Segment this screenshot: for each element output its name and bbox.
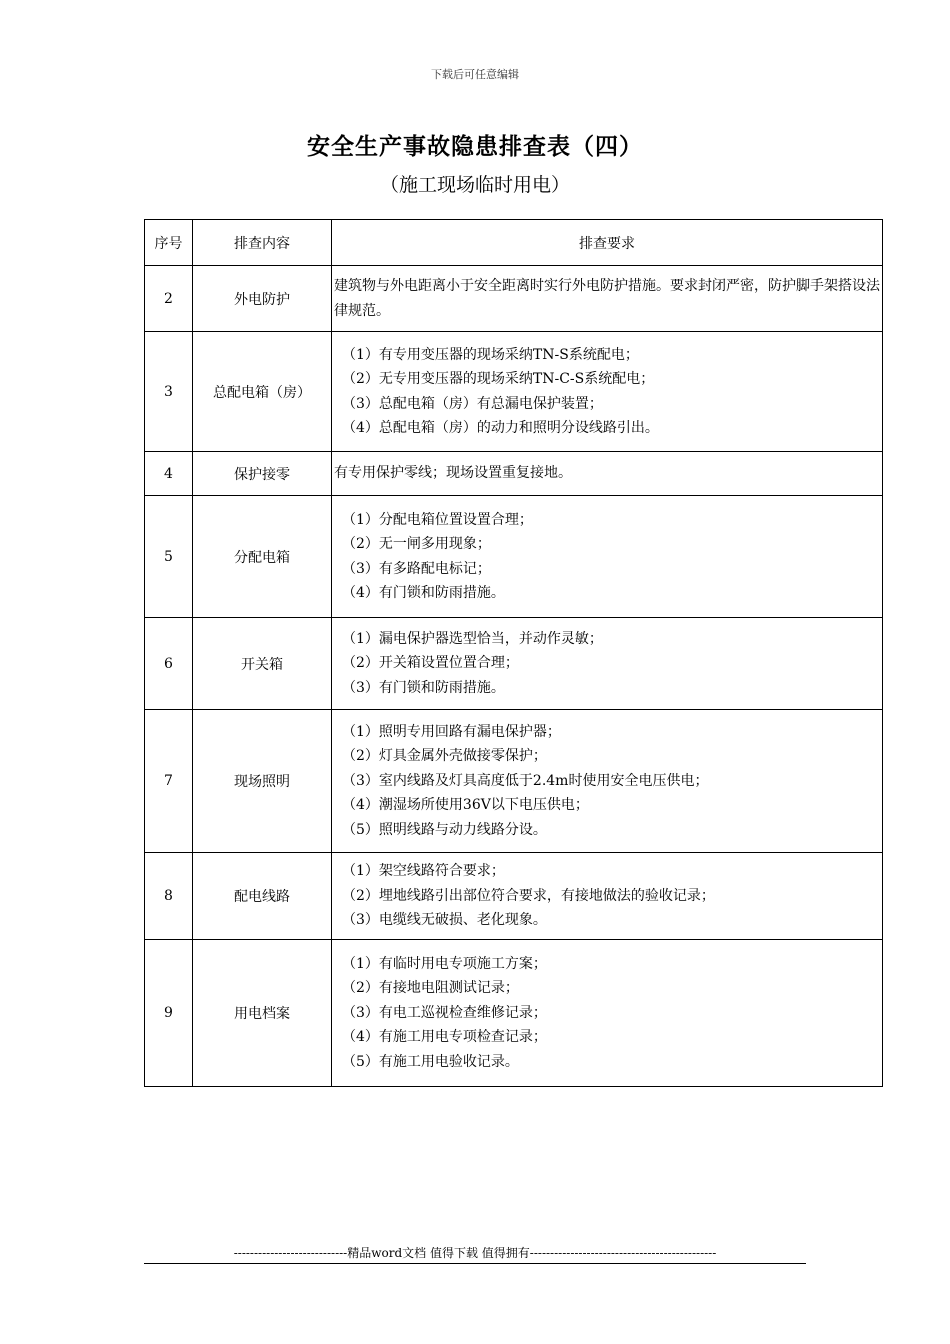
requirement-line: （2）无一闸多用现象； <box>342 536 491 552</box>
row-number: 4 <box>145 452 193 496</box>
table-row <box>145 332 883 452</box>
requirement-line: （3）电缆线无破损、老化现象。 <box>342 912 547 929</box>
inspection-table <box>144 219 883 1087</box>
requirement-line: （5）有施工用电验收记录。 <box>342 1053 519 1070</box>
check-requirements <box>332 266 883 332</box>
check-item: 保护接零 <box>193 452 332 496</box>
check-requirements <box>332 452 883 496</box>
requirement-line: （1）照明专用回路有漏电保护器； <box>342 723 561 740</box>
requirement-line: （4）有门锁和防雨措施。 <box>342 585 505 601</box>
table-header-row <box>145 220 883 266</box>
row-number: 3 <box>145 332 193 452</box>
requirement-line: （1）有专用变压器的现场采纳TN-S系统配电； <box>342 346 639 363</box>
requirement-line: （3）有电工巡视检查维修记录； <box>342 1004 547 1021</box>
check-item: 开关箱 <box>193 618 332 710</box>
table-row <box>145 853 883 940</box>
row-number: 5 <box>145 496 193 618</box>
requirement-line: 有专用保护零线；现场设置重复接地。 <box>334 465 572 481</box>
check-item: 现场照明 <box>193 710 332 853</box>
requirement-line: （2）开关箱设置位置合理； <box>342 655 519 672</box>
check-item: 分配电箱 <box>193 496 332 618</box>
row-number: 7 <box>145 710 193 853</box>
requirement-line: （1）架空线路符合要求； <box>342 863 505 880</box>
requirement-line: （2）埋地线路引出部位符合要求，有接地做法的验收记录； <box>342 887 715 904</box>
column-header-requirements: 排查要求 <box>332 220 883 266</box>
page-title: 安全生产事故隐患排查表（四） <box>307 134 643 160</box>
row-number: 8 <box>145 853 193 940</box>
requirement-line: （3）室内线路及灯具高度低于2.4m时使用安全电压供电； <box>342 772 709 789</box>
check-item: 用电档案 <box>193 940 332 1087</box>
check-requirements <box>332 332 883 452</box>
column-header-item: 排查内容 <box>193 220 332 266</box>
check-item: 外电防护 <box>193 266 332 332</box>
table-row <box>145 710 883 853</box>
footer-divider <box>144 1263 806 1264</box>
table-row <box>145 496 883 618</box>
requirement-line: （4）有施工用电专项检查记录； <box>342 1029 547 1046</box>
requirement-line: （3）总配电箱（房）有总漏电保护装置； <box>342 395 603 412</box>
table-row <box>145 452 883 496</box>
requirement-line: （4）潮湿场所使用36V以下电压供电； <box>342 797 589 814</box>
requirement-line: （4）总配电箱（房）的动力和照明分设线路引出。 <box>342 420 659 436</box>
check-requirements <box>332 618 883 710</box>
table-row <box>145 940 883 1087</box>
page-subtitle: （施工现场临时用电） <box>379 174 570 196</box>
row-number: 2 <box>145 266 193 332</box>
requirement-line: （2）灯具金属外壳做接零保护； <box>342 748 547 765</box>
requirement-line: 建筑物与外电距离小于安全距离时实行外电防护措施。要求封闭严密，防护脚手架搭设法律规范。 <box>334 277 880 319</box>
requirement-line: （3）有门锁和防雨措施。 <box>342 679 505 696</box>
requirement-line: （3）有多路配电标记； <box>342 560 491 577</box>
requirement-line: （2）有接地电阻测试记录； <box>342 980 519 997</box>
row-number: 9 <box>145 940 193 1087</box>
requirement-line: （1）有临时用电专项施工方案； <box>342 955 547 972</box>
check-item: 总配电箱（房） <box>193 332 332 452</box>
requirement-line: （5）照明线路与动力线路分设。 <box>342 821 547 838</box>
check-requirements <box>332 496 883 618</box>
check-item: 配电线路 <box>193 853 332 940</box>
check-requirements <box>332 710 883 853</box>
footer-text: ----------------------------精品word文档 值得下载 值得拥有---------------------------------------------- <box>233 1246 717 1260</box>
requirement-line: （1）分配电箱位置设置合理； <box>342 511 533 528</box>
header-note: 下载后可任意编辑 <box>431 68 519 81</box>
table-row <box>145 266 883 332</box>
table-row <box>145 618 883 710</box>
check-requirements <box>332 853 883 940</box>
column-header-no: 序号 <box>145 220 193 266</box>
requirement-line: （1）漏电保护器选型恰当，并动作灵敏； <box>342 630 603 647</box>
check-requirements <box>332 940 883 1087</box>
requirement-line: （2）无专用变压器的现场采纳TN-C-S系统配电； <box>342 371 655 387</box>
row-number: 6 <box>145 618 193 710</box>
